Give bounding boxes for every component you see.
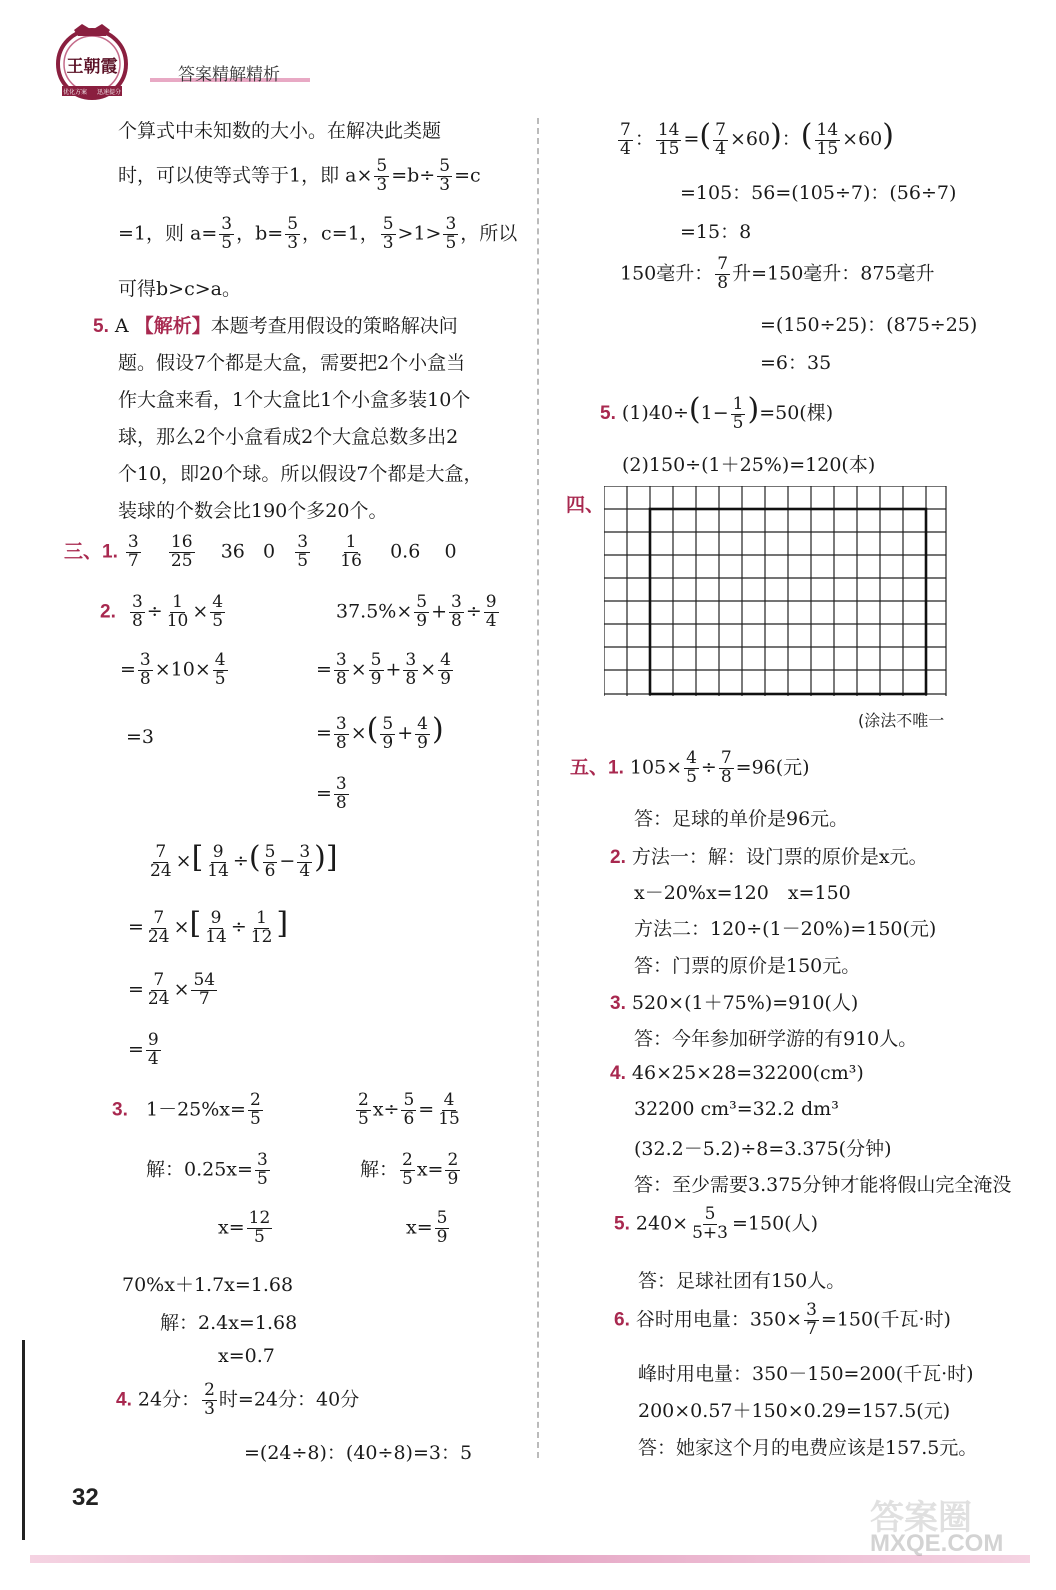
s3-q1-answers: 三、1. $\frac{3}{7}$ $\frac{16}{25}$ 36 0 $\frac{3}{5}$ $\frac{1}{16}$ 0.6 0: [64, 532, 457, 571]
s3-q3-c-l1: 70%x＋1.7x=1.68: [122, 1274, 294, 1296]
r1-l2: =105：56=(105÷7)：(56÷7): [680, 182, 957, 204]
left-line-4: 可得b>c>a。: [118, 278, 241, 300]
r1-l3: =15：8: [680, 221, 752, 243]
s5-q4-l2: 32200 cm³=32.2 dm³: [634, 1098, 839, 1120]
q5-line-2: 题。假设7个都是大盒，需要把2个小盒当: [118, 352, 466, 374]
brand-logo: [48, 22, 136, 102]
s5-q4-ans: 答：至少需要3.375分钟才能将假山完全淹没: [634, 1174, 1012, 1196]
s3-q2-c-l3: = $\frac{7}{24}$ × $\frac{54}{7}$: [128, 970, 216, 1009]
svg-text:迅速提分: 迅速提分: [96, 89, 122, 96]
s5-q4-l1: 4. 46×25×28=32200(cm³): [610, 1062, 864, 1084]
margin-line: [22, 1340, 25, 1540]
q5-line-4: 球，那么2个小盒看成2个大盒总数多出2: [118, 426, 459, 448]
s3-q2-right-l3: = $\frac{3}{8}$ ×( $\frac{5}{9}$ + $\frac{4}{9}$ ): [316, 712, 444, 753]
s3-q2-right-l4: = $\frac{3}{8}$: [316, 774, 347, 813]
s3-q2-right-l1: 37.5%× $\frac{5}{9}$ + $\frac{3}{8}$ ÷ $\frac{9}{4}$: [336, 592, 497, 631]
s4-note: (涂法不唯一: [858, 711, 945, 730]
r2-l2: =(150÷25)：(875÷25): [760, 314, 978, 336]
s5-q1-ans: 答：足球的单价是96元。: [634, 808, 849, 830]
s5-q2-l1: 2. 方法一：解：设门票的原价是x元。: [610, 846, 928, 868]
watermark-url: MXQE.COM: [870, 1530, 1004, 1557]
q5-line-6: 装球的个数会比190个多20个。: [118, 500, 388, 522]
s3-q2-c-l1: $\frac{7}{24}$ ×[ $\frac{9}{14}$ ÷( $\frac{5}{6}$ − $\frac{3}{4}$ )]: [150, 840, 338, 881]
s3-q3-c-l2: 解：2.4x=1.68: [160, 1312, 298, 1334]
s5-q2-l3: 方法二：120÷(1－20%)=150(元): [634, 918, 937, 940]
s3-q2-left-l1: 2. $\frac{3}{8}$ ÷ $\frac{1}{10}$ × $\frac{4}{5}$: [100, 592, 224, 631]
r2-l3: =6：35: [760, 352, 832, 374]
header-title: 答案精解精析: [178, 65, 280, 85]
s3-q3-a-l3: x= $\frac{12}{5}$: [218, 1208, 271, 1247]
s3-q3-a-l1: 3. 1－25%x= $\frac{2}{5}$: [112, 1090, 261, 1129]
r-q5-l2: (2)150÷(1＋25%)=120(本): [622, 454, 876, 476]
s5-q6-l1: 6. 谷时用电量：350× $\frac{3}{7}$ =150(千瓦·时): [614, 1300, 951, 1339]
s5-q2-l2: x－20%x=120 x=150: [634, 882, 851, 904]
s5-q5-ans: 答：足球社团有150人。: [638, 1270, 846, 1292]
svg-text:王朝霞: 王朝霞: [66, 57, 118, 77]
s5-q3-ans: 答：今年参加研学游的有910人。: [634, 1028, 918, 1050]
s3-q2-left-l3: =3: [126, 726, 155, 748]
shading-grid: [604, 486, 948, 696]
q5-analysis: 5. A 【解析】本题考查用假设的策略解决问: [93, 315, 458, 337]
left-line-3: =1，则 a= $\frac{3}{5}$ ，b= $\frac{5}{3}$ ，c=1， $\frac{5}{3}$ >1> $\frac{3}{5}$ ，所以: [118, 214, 518, 253]
s5-q6-ans: 答：她家这个月的电费应该是157.5元。: [638, 1437, 978, 1459]
page-number: 32: [72, 1484, 99, 1511]
q5-line-5: 个10，即20个球。所以假设7个都是大盒，: [118, 463, 483, 485]
r-q5-l1: 5. (1)40÷(1− $\frac{1}{5}$ )=50(棵): [600, 392, 834, 433]
r1-l1: $\frac{7}{4}$ ： $\frac{14}{15}$ =( $\frac{7}{4}$ ×60)：( $\frac{14}{15}$ ×60): [620, 118, 894, 159]
q5-line-3: 作大盒来看，1个大盒比1个小盒多装10个: [118, 389, 471, 411]
s3-q3-c-l3: x=0.7: [218, 1345, 275, 1367]
s3-q3-a-l2: 解：0.25x= $\frac{3}{5}$: [146, 1150, 268, 1189]
watermark-logo: 答案圈: [870, 1498, 972, 1538]
svg-text:优化方案: 优化方案: [62, 89, 88, 96]
s3-q3-b-l2: 解： $\frac{2}{5}$ x= $\frac{2}{9}$: [360, 1150, 459, 1189]
r2-l1: 150毫升： $\frac{7}{8}$ 升=150毫升：875毫升: [620, 254, 935, 293]
s3-q2-c-l2: = $\frac{7}{24}$ ×[ $\frac{9}{14}$ ÷ $\frac{1}{12}$ ]: [128, 906, 289, 947]
s3-q4-l2: =(24÷8)：(40÷8)=3：5: [244, 1442, 473, 1464]
s3-q3-b-l1: $\frac{2}{5}$ x÷ $\frac{5}{6}$ = $\frac{4}{15}$: [358, 1090, 460, 1129]
s5-q5-l1: 5. 240× $\frac{5}{5+3}$ =150(人): [614, 1204, 818, 1243]
s3-q2-c-l4: = $\frac{9}{4}$: [128, 1030, 159, 1069]
s3-q2-left-l2: = $\frac{3}{8}$ ×10× $\frac{4}{5}$: [120, 650, 226, 689]
s3-q2-right-l2: = $\frac{3}{8}$ × $\frac{5}{9}$ + $\frac{3}{8}$ × $\frac{4}{9}$: [316, 650, 451, 689]
s3-q4-l1: 4. 24分： $\frac{2}{3}$ 时=24分：40分: [116, 1380, 360, 1419]
s5-q6-l3: 200×0.57＋150×0.29=157.5(元): [638, 1400, 951, 1422]
s3-q3-b-l3: x= $\frac{5}{9}$: [406, 1208, 448, 1247]
left-line-2: 时，可以使等式等于1，即 a× $\frac{5}{3}$ =b÷ $\frac{5}{3}$ =c: [118, 156, 481, 195]
column-divider: [537, 118, 539, 1458]
s4-label: 四、: [566, 495, 605, 516]
s5-q4-l3: (32.2－5.2)÷8=3.375(分钟): [634, 1138, 892, 1160]
s5-q1-l1: 五、1. 105× $\frac{4}{5}$ ÷ $\frac{7}{8}$ =96(元): [570, 748, 810, 787]
s5-q6-l2: 峰时用电量：350－150=200(千瓦·时): [638, 1363, 974, 1385]
left-line-1: 个算式中未知数的大小。在解决此类题: [118, 120, 442, 142]
s5-q3-l1: 3. 520×(1＋75%)=910(人): [610, 992, 859, 1014]
s5-q2-ans: 答：门票的原价是150元。: [634, 955, 861, 977]
